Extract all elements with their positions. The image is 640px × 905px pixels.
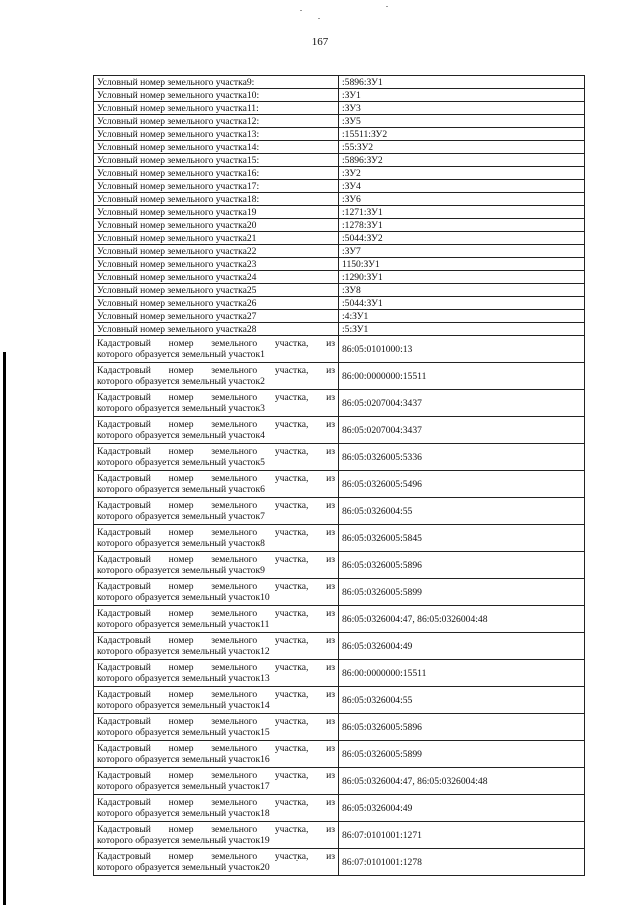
row-value: :55:ЗУ2 <box>339 141 585 154</box>
conditional-number-row <box>94 193 585 206</box>
row-label-line1: Кадастровый номер земельного участка, из <box>97 473 335 484</box>
cadastral-number-row <box>94 552 585 579</box>
row-label-line1: Кадастровый номер земельного участка, из <box>97 851 335 862</box>
row-label-line1: Кадастровый номер земельного участка, из <box>97 581 335 592</box>
row-label <box>94 471 339 498</box>
row-label-line2: которого образуется земельный участок17 <box>97 781 270 792</box>
cadastral-number-row <box>94 498 585 525</box>
conditional-number-row <box>94 206 585 219</box>
row-label-line1: Кадастровый номер земельного участка, из <box>97 662 335 673</box>
conditional-number-row <box>94 258 585 271</box>
scan-speck <box>300 10 302 11</box>
row-label-line2: которого образуется земельный участок3 <box>97 403 265 414</box>
cadastral-number-row <box>94 579 585 606</box>
row-value: :15511:ЗУ2 <box>339 128 585 141</box>
row-label-line2: которого образуется земельный участок4 <box>97 430 265 441</box>
conditional-number-row <box>94 180 585 193</box>
row-value: :ЗУ8 <box>339 284 585 297</box>
row-label: Условный номер земельного участка26 <box>94 297 339 310</box>
row-label: Условный номер земельного участка19 <box>94 206 339 219</box>
row-label-line1: Кадастровый номер земельного участка, из <box>97 743 335 754</box>
row-value: 86:05:0207004:3437 <box>339 390 585 417</box>
row-label: Условный номер земельного участка18: <box>94 193 339 206</box>
row-value: :1278:ЗУ1 <box>339 219 585 232</box>
row-label: Условный номер земельного участка28 <box>94 323 339 336</box>
row-label-line2: которого образуется земельный участок15 <box>97 727 270 738</box>
conditional-number-row <box>94 89 585 102</box>
row-value: :ЗУ3 <box>339 102 585 115</box>
row-value: :ЗУ1 <box>339 89 585 102</box>
row-value: :ЗУ4 <box>339 180 585 193</box>
row-label-line2: которого образуется земельный участок19 <box>97 835 270 846</box>
row-value: 86:00:0000000:15511 <box>339 363 585 390</box>
scan-speck <box>318 18 320 19</box>
conditional-number-row <box>94 284 585 297</box>
cadastral-number-row <box>94 741 585 768</box>
row-label: Условный номер земельного участка17: <box>94 180 339 193</box>
row-value: 86:05:0326005:5845 <box>339 525 585 552</box>
conditional-number-row <box>94 271 585 284</box>
row-label-line2: которого образуется земельный участок10 <box>97 592 270 603</box>
row-label-line2: которого образуется земельный участок2 <box>97 376 265 387</box>
row-label-line1: Кадастровый номер земельного участка, из <box>97 824 335 835</box>
row-label <box>94 444 339 471</box>
row-label-line2: которого образуется земельный участок7 <box>97 511 265 522</box>
conditional-number-row <box>94 141 585 154</box>
row-label: Условный номер земельного участка23 <box>94 258 339 271</box>
row-label: Условный номер земельного участка10: <box>94 89 339 102</box>
land-plot-table-body <box>94 76 585 876</box>
cadastral-number-row <box>94 417 585 444</box>
conditional-number-row <box>94 297 585 310</box>
row-value: :5:ЗУ1 <box>339 323 585 336</box>
row-value: 86:05:0326005:5336 <box>339 444 585 471</box>
row-label <box>94 660 339 687</box>
row-value: 86:05:0326005:5496 <box>339 471 585 498</box>
row-label: Условный номер земельного участка25 <box>94 284 339 297</box>
row-value: 86:00:0000000:15511 <box>339 660 585 687</box>
cadastral-number-row <box>94 714 585 741</box>
row-label <box>94 687 339 714</box>
conditional-number-row <box>94 115 585 128</box>
row-label <box>94 498 339 525</box>
row-label-line1: Кадастровый номер земельного участка, из <box>97 716 335 727</box>
row-label <box>94 714 339 741</box>
cadastral-number-row <box>94 633 585 660</box>
row-value: 86:07:0101001:1271 <box>339 822 585 849</box>
row-label-line1: Кадастровый номер земельного участка, из <box>97 635 335 646</box>
row-value: 86:05:0326004:55 <box>339 498 585 525</box>
cadastral-number-row <box>94 525 585 552</box>
row-label-line2: которого образуется земельный участок14 <box>97 700 270 711</box>
row-value: :ЗУ6 <box>339 193 585 206</box>
row-value: :5896:ЗУ1 <box>339 76 585 89</box>
conditional-number-row <box>94 323 585 336</box>
row-label <box>94 741 339 768</box>
conditional-number-row <box>94 219 585 232</box>
row-value: :5044:ЗУ1 <box>339 297 585 310</box>
row-label <box>94 579 339 606</box>
row-label-line2: которого образуется земельный участок1 <box>97 349 265 360</box>
row-label-line1: Кадастровый номер земельного участка, из <box>97 527 335 538</box>
row-value: 86:05:0326005:5899 <box>339 579 585 606</box>
row-value: 86:05:0101000:13 <box>339 336 585 363</box>
cadastral-number-row <box>94 444 585 471</box>
conditional-number-row <box>94 232 585 245</box>
row-value: :ЗУ7 <box>339 245 585 258</box>
row-value: :1290:ЗУ1 <box>339 271 585 284</box>
conditional-number-row <box>94 76 585 89</box>
row-label <box>94 768 339 795</box>
row-label: Условный номер земельного участка21 <box>94 232 339 245</box>
row-value: 86:05:0326005:5896 <box>339 714 585 741</box>
land-plot-table <box>93 75 585 876</box>
row-label <box>94 795 339 822</box>
row-label <box>94 390 339 417</box>
row-label-line2: которого образуется земельный участок9 <box>97 565 265 576</box>
row-label: Условный номер земельного участка20 <box>94 219 339 232</box>
cadastral-number-row <box>94 363 585 390</box>
row-label-line2: которого образуется земельный участок6 <box>97 484 265 495</box>
row-label: Условный номер земельного участка27 <box>94 310 339 323</box>
row-label-line2: которого образуется земельный участок11 <box>97 619 270 630</box>
row-label-line1: Кадастровый номер земельного участка, из <box>97 770 335 781</box>
row-value: :ЗУ5 <box>339 115 585 128</box>
cadastral-number-row <box>94 768 585 795</box>
conditional-number-row <box>94 167 585 180</box>
row-label: Условный номер земельного участка15: <box>94 154 339 167</box>
row-label-line1: Кадастровый номер земельного участка, из <box>97 797 335 808</box>
row-label: Условный номер земельного участка11: <box>94 102 339 115</box>
row-label-line2: которого образуется земельный участок20 <box>97 862 270 873</box>
row-label-line1: Кадастровый номер земельного участка, из <box>97 554 335 565</box>
scan-speck <box>386 6 388 7</box>
row-value: 86:05:0207004:3437 <box>339 417 585 444</box>
row-label: Условный номер земельного участка14: <box>94 141 339 154</box>
conditional-number-row <box>94 310 585 323</box>
row-label <box>94 363 339 390</box>
row-value: 86:05:0326005:5896 <box>339 552 585 579</box>
conditional-number-row <box>94 154 585 167</box>
page-number: 167 <box>311 36 329 48</box>
row-value: 86:05:0326005:5899 <box>339 741 585 768</box>
row-value: 86:07:0101001:1278 <box>339 849 585 876</box>
cadastral-number-row <box>94 336 585 363</box>
conditional-number-row <box>94 128 585 141</box>
row-label-line2: которого образуется земельный участок5 <box>97 457 265 468</box>
row-value: :4:ЗУ1 <box>339 310 585 323</box>
cadastral-number-row <box>94 849 585 876</box>
row-value: 86:05:0326004:49 <box>339 795 585 822</box>
row-label <box>94 552 339 579</box>
conditional-number-row <box>94 245 585 258</box>
row-label <box>94 417 339 444</box>
row-value: 86:05:0326004:55 <box>339 687 585 714</box>
cadastral-number-row <box>94 471 585 498</box>
row-value: :5896:ЗУ2 <box>339 154 585 167</box>
row-label-line1: Кадастровый номер земельного участка, из <box>97 608 335 619</box>
cadastral-number-row <box>94 687 585 714</box>
row-label <box>94 849 339 876</box>
row-label: Условный номер земельного участка24 <box>94 271 339 284</box>
row-label-line2: которого образуется земельный участок12 <box>97 646 270 657</box>
cadastral-number-row <box>94 660 585 687</box>
row-label: Условный номер земельного участка12: <box>94 115 339 128</box>
row-label-line1: Кадастровый номер земельного участка, из <box>97 419 335 430</box>
row-label <box>94 336 339 363</box>
cadastral-number-row <box>94 606 585 633</box>
row-value: :5044:ЗУ2 <box>339 232 585 245</box>
row-label <box>94 822 339 849</box>
binding-margin-line <box>3 352 6 905</box>
row-label: Условный номер земельного участка9: <box>94 76 339 89</box>
row-label-line1: Кадастровый номер земельного участка, из <box>97 392 335 403</box>
row-label <box>94 633 339 660</box>
row-value: 1150:ЗУ1 <box>339 258 585 271</box>
row-label-line1: Кадастровый номер земельного участка, из <box>97 446 335 457</box>
cadastral-number-row <box>94 795 585 822</box>
row-label-line2: которого образуется земельный участок16 <box>97 754 270 765</box>
row-label-line1: Кадастровый номер земельного участка, из <box>97 500 335 511</box>
row-label: Условный номер земельного участка16: <box>94 167 339 180</box>
row-label-line1: Кадастровый номер земельного участка, из <box>97 338 335 349</box>
row-label-line2: которого образуется земельный участок13 <box>97 673 270 684</box>
conditional-number-row <box>94 102 585 115</box>
row-label-line2: которого образуется земельный участок18 <box>97 808 270 819</box>
row-label-line2: которого образуется земельный участок8 <box>97 538 265 549</box>
row-label <box>94 606 339 633</box>
row-label: Условный номер земельного участка13: <box>94 128 339 141</box>
cadastral-number-row <box>94 822 585 849</box>
row-label-line1: Кадастровый номер земельного участка, из <box>97 365 335 376</box>
row-label: Условный номер земельного участка22 <box>94 245 339 258</box>
row-value: 86:05:0326004:49 <box>339 633 585 660</box>
row-label <box>94 525 339 552</box>
row-value: :1271:ЗУ1 <box>339 206 585 219</box>
row-label-line1: Кадастровый номер земельного участка, из <box>97 689 335 700</box>
row-value: 86:05:0326004:47, 86:05:0326004:48 <box>339 768 585 795</box>
cadastral-number-row <box>94 390 585 417</box>
row-value: 86:05:0326004:47, 86:05:0326004:48 <box>339 606 585 633</box>
row-value: :ЗУ2 <box>339 167 585 180</box>
